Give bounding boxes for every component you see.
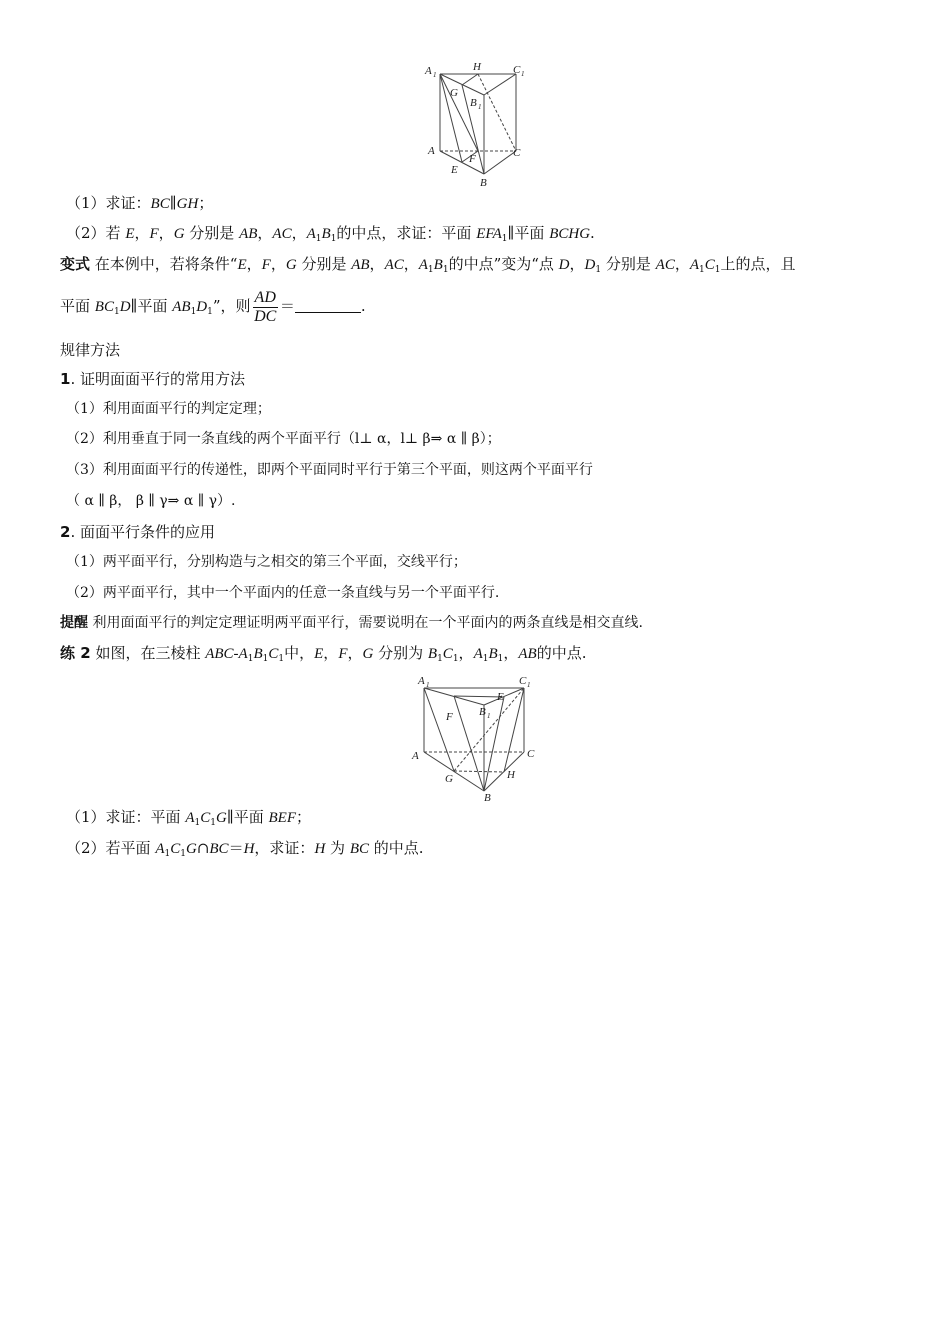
fraction-numerator: AD [254, 288, 276, 306]
ex1-q1-end: ； [198, 194, 214, 212]
practice-q1-prefix: （1）求证：平面 [66, 808, 186, 826]
method-tip [60, 612, 910, 634]
practice-tag: 练 2 [60, 644, 91, 662]
label-C1: C [513, 64, 521, 76]
practice-2: 练 2 如图，在三棱柱 ABC-$A_1B_1C_1$中，E，F，G 分别为 $B_1C_1$，$A_1B_1$，AB的中点. [60, 644, 587, 664]
ex1-q2-prefix: （2）若 [66, 224, 126, 242]
method-h1-num: 1 [60, 370, 71, 388]
label-A1: A [425, 65, 432, 77]
practice-q1-end: ； [296, 808, 312, 826]
ex1-q1-prefix: （1）求证： [66, 194, 151, 212]
label-G: G [450, 87, 458, 99]
ex1-q2: （2）若 E，F，G 分别是 AB，AC，$A_1B_1$的中点，求证：平面 $EFA_1\parallel$平面 BCHG. [66, 224, 595, 244]
ex1-q2-t1: 分别是 [184, 224, 240, 242]
practice-q2-eq: ＝ [228, 839, 244, 857]
variant-end: . [360, 297, 366, 315]
variant-line2-a: 平面 [60, 297, 95, 315]
label2-F: F [446, 711, 453, 723]
method-item-3b: （ α ∥ β， β ∥ γ⇒ α ∥ γ）. [66, 493, 236, 509]
label2-A1: A [418, 675, 425, 687]
ex1-q1-expr: BC∥GH [150, 196, 199, 212]
variant-tag: 变式 [60, 255, 91, 273]
sym-E: E [125, 226, 135, 242]
sym-BCHG: BCHG [549, 226, 591, 242]
tip-text: 利用面面平行的判定定理证明两平面平行，需要说明在一个平面内的两条直线是相交直线. [88, 615, 643, 631]
answer-blank[interactable] [295, 298, 361, 313]
ex1-q2-end: . [590, 224, 595, 242]
ex1-q1 [66, 192, 910, 215]
sym-F: F [149, 226, 159, 242]
variant-t2: 分别是 [296, 255, 352, 273]
method-app-1: （1）两平面平行，分别构造与之相交的第三个平面，交线平行； [66, 554, 467, 570]
label2-B1: B [479, 706, 486, 718]
label-F: F [469, 153, 476, 165]
practice-q2-t2: 为 [325, 839, 350, 857]
label-C1-sub: 1 [521, 70, 525, 78]
variant-t1: 在本例中，若将条件“ [90, 255, 238, 273]
sym-AC: AC [272, 226, 292, 242]
method-h2-num: 2 [60, 523, 71, 541]
fraction-denominator: DC [254, 307, 277, 325]
sym-BEF: BEF [268, 810, 297, 826]
variant-line1: 变式 在本例中，若将条件“E，F，G 分别是 AB，AC，$A_1B_1$的中点”变为“点 D，$D_1$ 分别是 AC，$A_1C_1$上的点，且 [60, 255, 796, 275]
method-item-2: （2）利用垂直于同一条直线的两个平面平行（l⊥ α，l⊥ β⇒ α ∥ β）； [66, 431, 501, 447]
practice-q2-prefix: （2）若平面 [66, 839, 156, 857]
figure-prism-1 [415, 58, 535, 193]
label-B: B [480, 177, 487, 189]
practice-q2-end: 的中点. [369, 839, 424, 857]
label2-B: B [484, 792, 491, 804]
label-A: A [428, 145, 435, 157]
label2-H: H [507, 769, 515, 781]
method-heading-2 [60, 521, 910, 543]
practice-q2: （2）若平面 $A_1C_1G\cap BC=H$，求证：H 为 BC 的中点. [66, 839, 424, 859]
practice-t4: 的中点. [536, 644, 587, 662]
practice-q2-cap: ∩ [196, 839, 210, 857]
label2-G: G [445, 773, 453, 785]
label-A1-sub: 1 [433, 71, 437, 79]
sym-prism: ABC-A [205, 646, 248, 662]
label2-B1-sub: 1 [487, 712, 491, 720]
variant-line2-b: ∥平面 [130, 297, 173, 315]
variant-line2-c: ”，则 [212, 297, 251, 315]
label2-C: C [527, 748, 535, 760]
practice-t1: 如图，在三棱柱 [90, 644, 206, 662]
ex1-q2-t2: 的中点，求证：平面 [336, 224, 477, 242]
sym-A1B1: A [306, 226, 316, 242]
variant-t4: 分别是 [601, 255, 656, 273]
ex1-q2-par: ∥平面 [507, 224, 550, 242]
practice-q1-par: ∥平面 [226, 808, 269, 826]
fraction-ad-dc [253, 289, 278, 326]
method-item-3: （3）利用面面平行的传递性，即两个平面同时平行于第三个平面，则这两个平面平行 [66, 462, 593, 478]
method-app-2: （2）两平面平行，其中一个平面内的任意一条直线与另一个平面平行. [66, 585, 500, 601]
variant-eq: ＝ [279, 297, 295, 315]
label2-C1: C [519, 675, 527, 687]
practice-t3: 分别为 [373, 644, 428, 662]
variant-t3: 的中点”变为“点 [448, 255, 559, 273]
label-E: E [451, 164, 458, 176]
method-heading-1 [60, 368, 910, 390]
sym-AB: AB [239, 226, 258, 242]
label2-A: A [412, 750, 419, 762]
tip-tag: 提醒 [60, 615, 88, 631]
label-B1: B [470, 97, 477, 109]
method-h2-text: . 面面平行条件的应用 [70, 523, 215, 541]
label2-A1-sub: 1 [426, 681, 430, 689]
label-B1-sub: 1 [478, 103, 482, 111]
variant-line2: 平面 $BC_1D\parallel$平面 $AB_1D_1$”，则 $\frac{AD}{DC}$ ＝ . [60, 288, 366, 325]
sym-EFA1: EFA [476, 226, 502, 242]
sym-G: G [173, 226, 185, 242]
label-C: C [513, 147, 521, 159]
practice-t2: 中， [284, 644, 315, 662]
label-H: H [473, 61, 481, 73]
variant-t5: 上的点，且 [720, 255, 796, 273]
method-h1-text: . 证明面面平行的常用方法 [70, 370, 245, 388]
method-item-1: （1）利用面面平行的判定定理； [66, 401, 271, 417]
practice-q2-t: ，求证： [254, 839, 315, 857]
practice-q1: （1）求证：平面 $A_1C_1G\parallel$平面 BEF； [66, 808, 312, 828]
label2-E: E [497, 691, 504, 703]
label2-C1-sub: 1 [527, 681, 531, 689]
method-title: 规律方法 [60, 341, 121, 359]
figure-prism-2 [405, 672, 550, 807]
